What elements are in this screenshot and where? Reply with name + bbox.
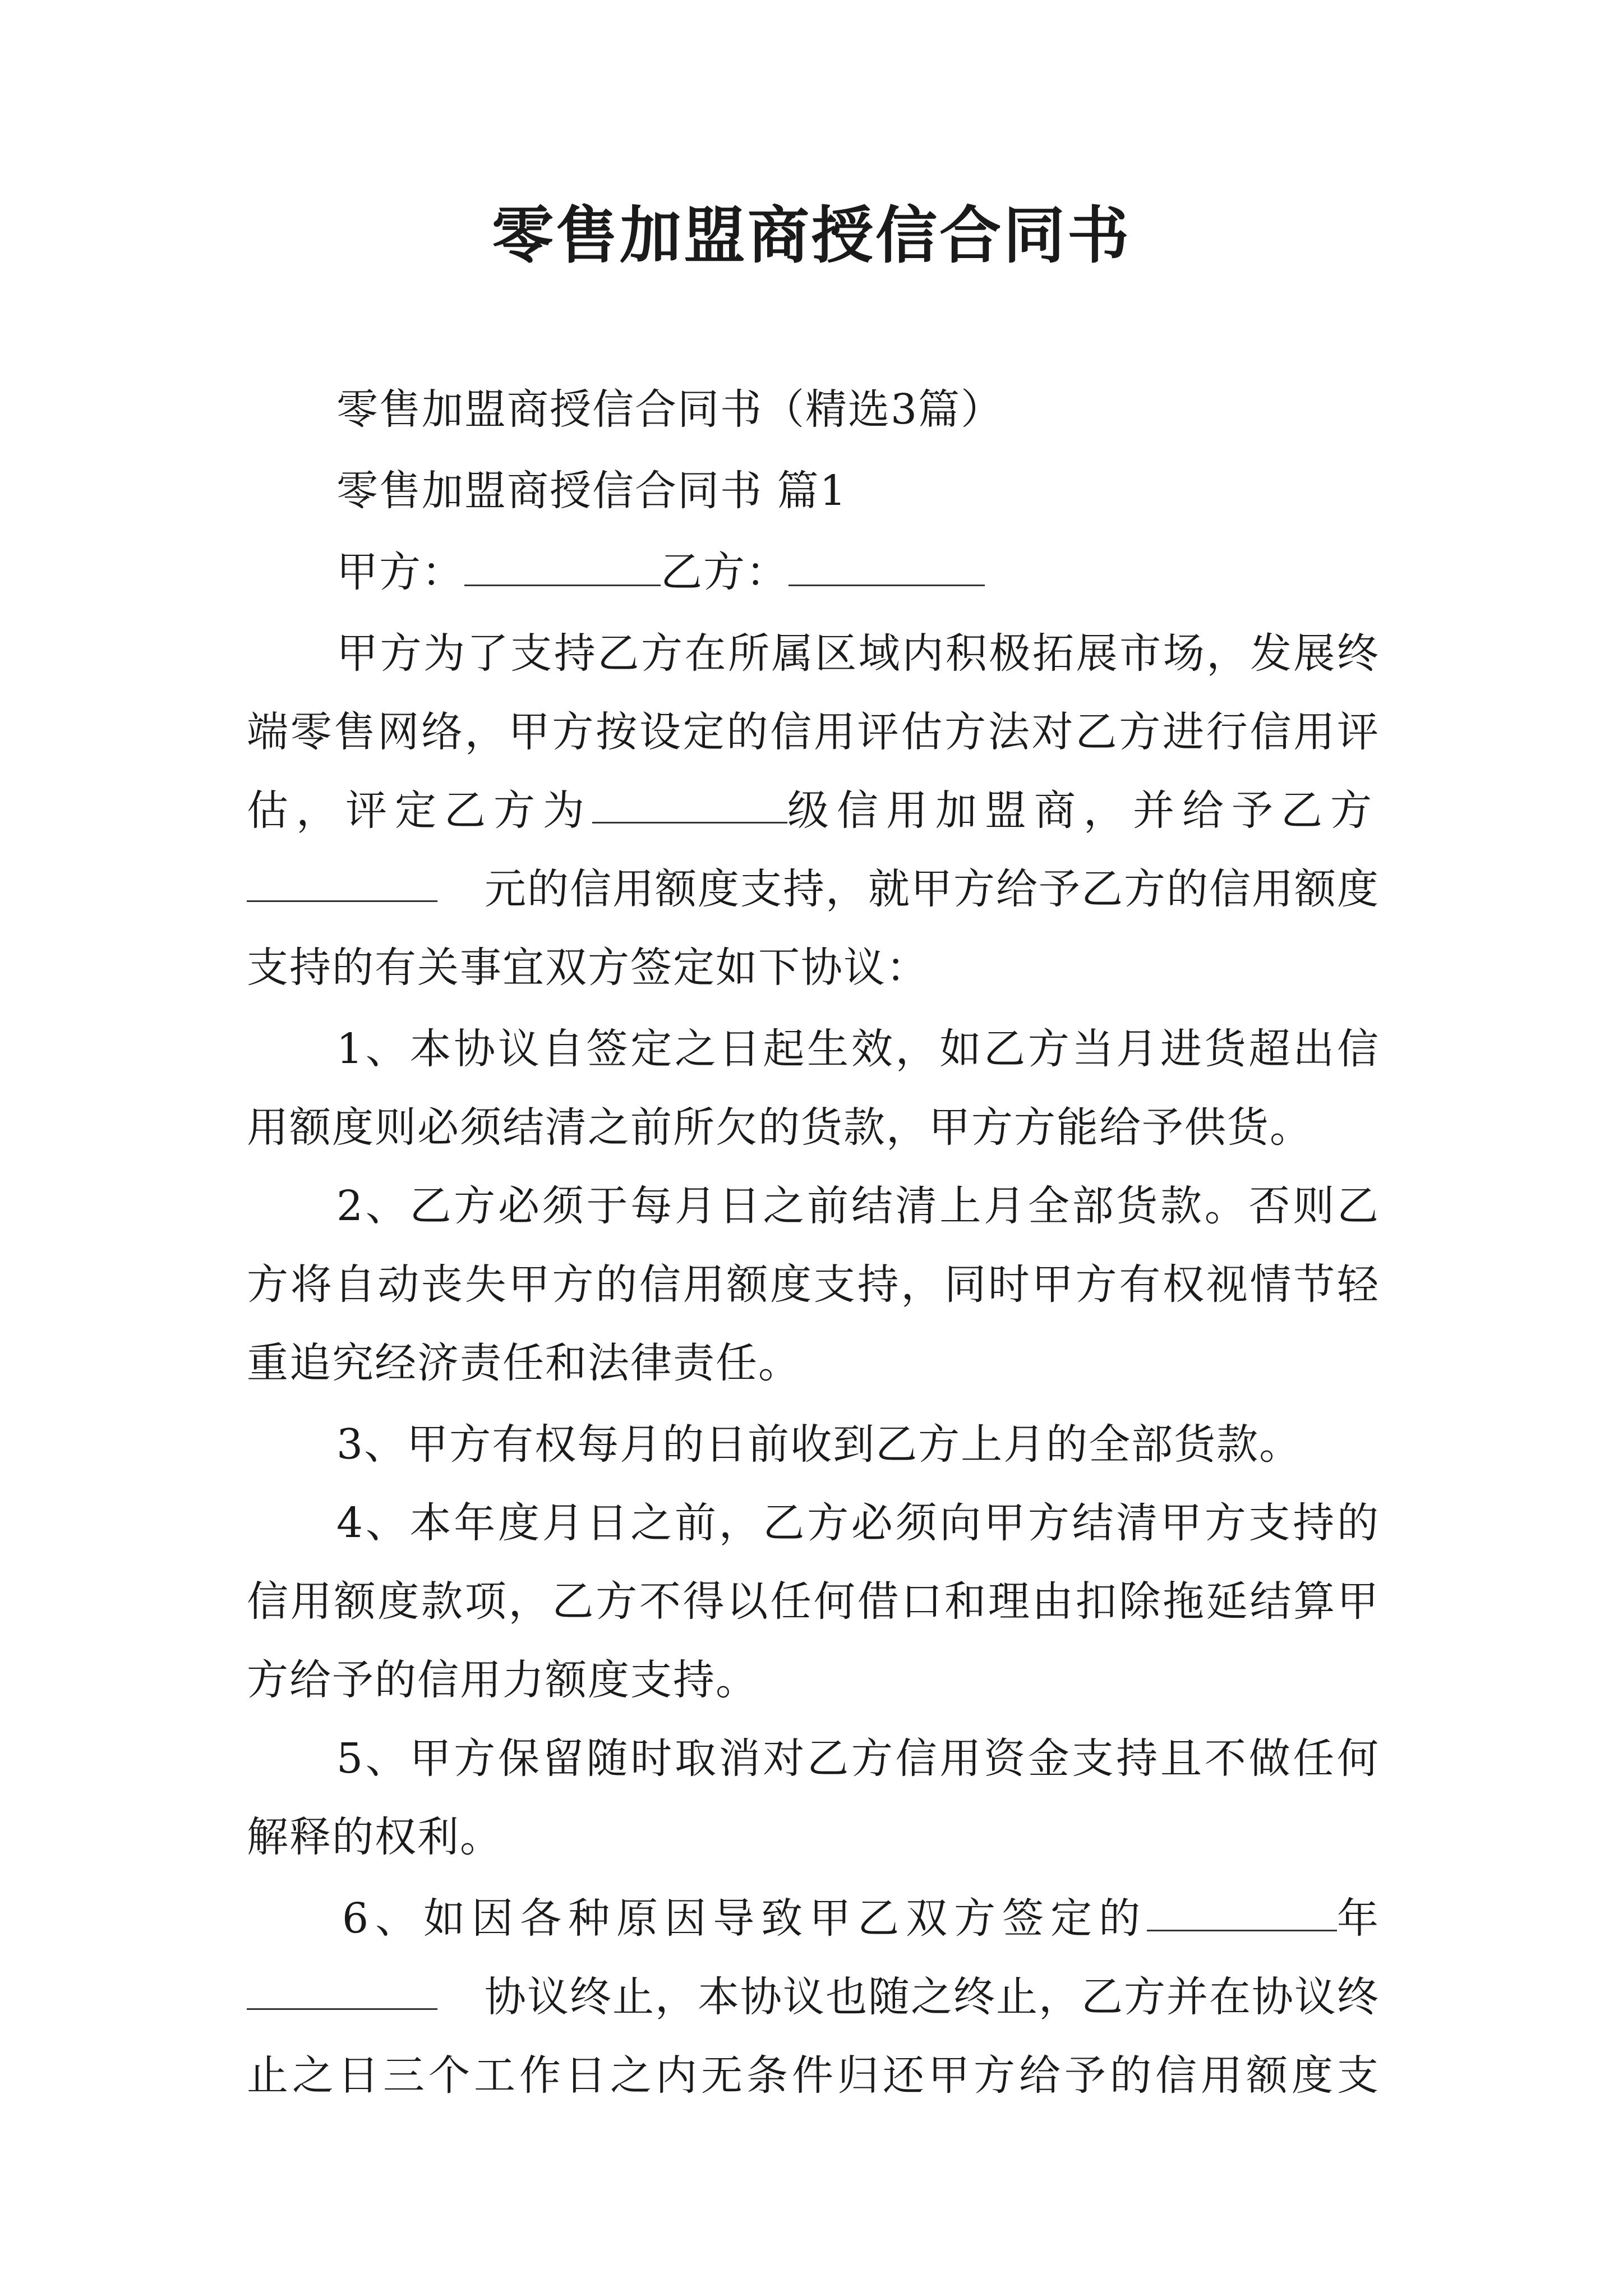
clause-6-line-1	[342, 1890, 1380, 1947]
clause-4-line-1: 4、本年度月日之前，乙方必须向甲方结清甲方支持的	[336, 1499, 1380, 1547]
clause-6-line-1-text: 6、如因各种原因导致甲乙双方签定的	[342, 1894, 1147, 1943]
clause-4-line-3: 方给予的信用力额度支持。	[247, 1656, 758, 1704]
intro-line-3a: 估，评定乙方为	[247, 786, 592, 835]
clause-5-line-1: 5、甲方保留随时取消对乙方信用资金支持且不做任何	[336, 1734, 1380, 1783]
parties-line	[336, 544, 1469, 600]
agreement-year-blank	[1147, 1890, 1337, 1931]
clause-6-line-2-text: 协议终止，本协议也随之终止，乙方并在协议终	[485, 1973, 1380, 2021]
credit-level-blank	[592, 783, 787, 823]
party-b-label: 乙方：	[661, 548, 789, 596]
document-title: 零售加盟商授信合同书	[492, 199, 1131, 272]
intro-line-5: 支持的有关事宜双方签定如下协议：	[247, 944, 929, 992]
clause-2-line-1: 2、乙方必须于每月日之前结清上月全部货款。否则乙	[336, 1182, 1380, 1230]
party-a-blank	[464, 545, 661, 586]
clause-3-line-1: 3、甲方有权每月的日前收到乙方上月的全部货款。	[336, 1420, 1302, 1469]
clause-2-line-3: 重追究经济责任和法律责任。	[247, 1339, 801, 1387]
clause-1-line-2: 用额度则必须结清之前所欠的货款，甲方方能给予供货。	[247, 1103, 1312, 1152]
intro-line-2: 端零售网络，甲方按设定的信用评估方法对乙方进行信用评	[247, 708, 1380, 756]
intro-line-4	[247, 861, 1380, 917]
intro-line-4-text: 元的信用额度支持，就甲方给予乙方的信用额度	[485, 865, 1380, 913]
agreement-name-blank	[247, 1969, 437, 2010]
clause-5-line-2: 解释的权利。	[247, 1813, 502, 1861]
subtitle: 零售加盟商授信合同书（精选3篇）	[336, 385, 1004, 434]
party-b-blank	[789, 545, 985, 586]
clause-4-line-2: 信用额度款项，乙方不得以任何借口和理由扣除拖延结算甲	[247, 1577, 1380, 1626]
clause-2-line-2: 方将自动丧失甲方的信用额度支持，同时甲方有权视情节轻	[247, 1260, 1380, 1309]
intro-line-3b: 级信用加盟商，并给予乙方	[787, 786, 1380, 835]
credit-amount-blank	[247, 861, 437, 902]
clause-1-line-1: 1、本协议自签定之日起生效，如乙方当月进货超出信	[336, 1025, 1380, 1073]
clause-6-line-1-end: 年	[1337, 1894, 1380, 1943]
clause-6-line-2	[247, 1969, 1380, 2025]
intro-line-3	[247, 783, 1380, 839]
section-heading: 零售加盟商授信合同书 篇1	[336, 467, 847, 515]
clause-6-line-3: 止之日三个工作日之内无条件归还甲方给予的信用额度支	[247, 2051, 1380, 2100]
party-a-label: 甲方：	[336, 548, 464, 596]
intro-line-1: 甲方为了支持乙方在所属区域内积极拓展市场，发展终	[336, 629, 1380, 678]
